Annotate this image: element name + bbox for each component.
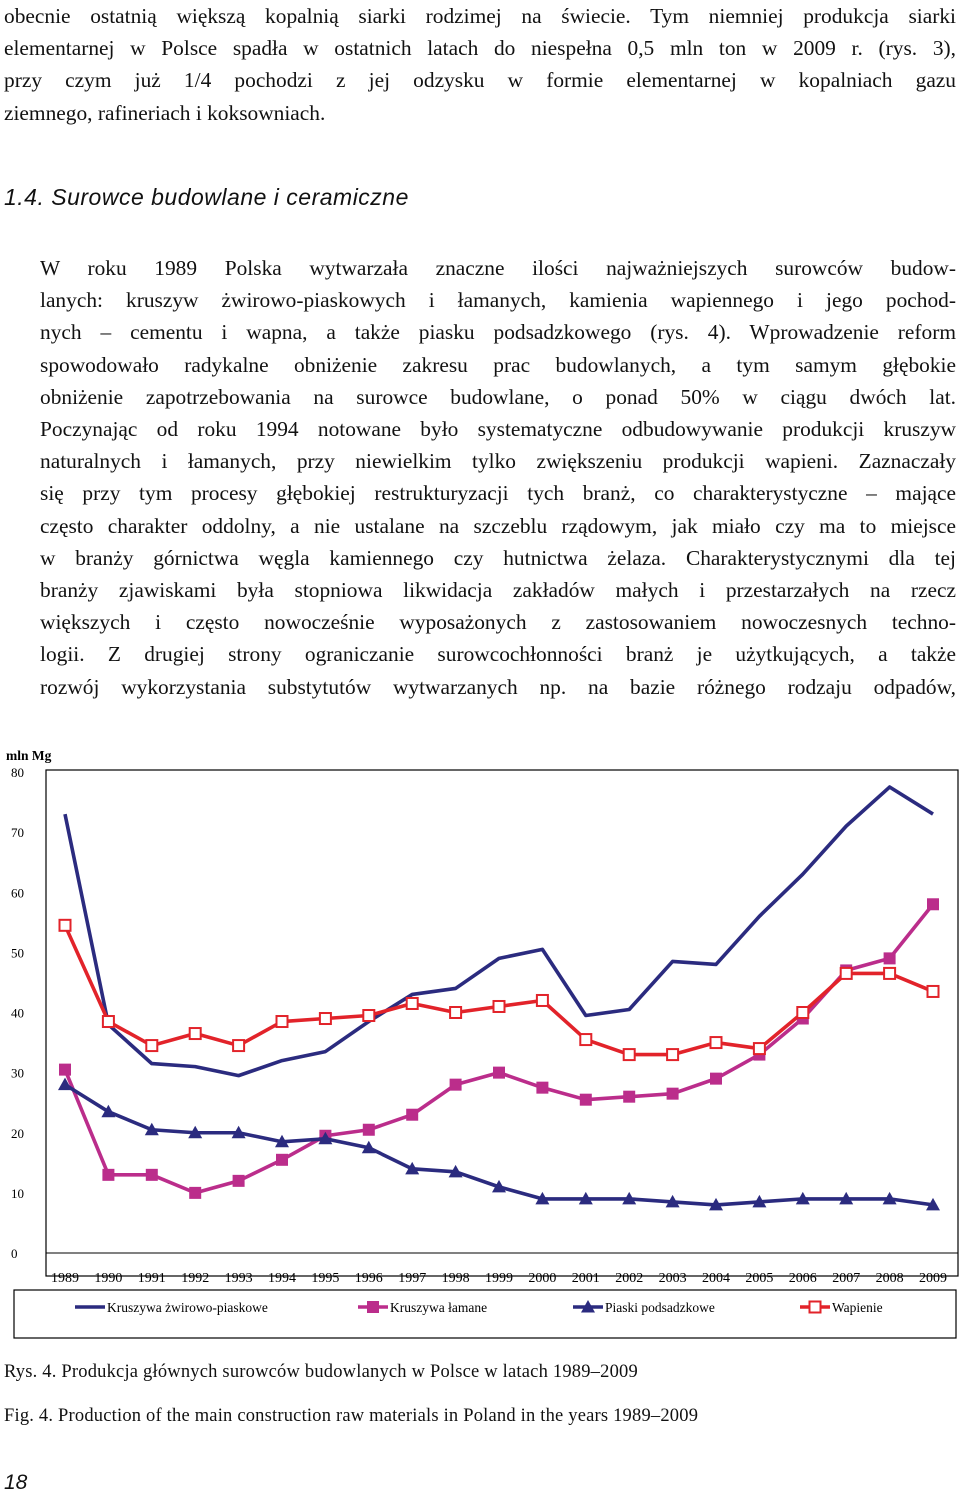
- body-paragraph-line: W roku 1989 Polska wytwarzała znaczne ilości najważniejszych surowców budow-: [40, 256, 956, 280]
- data-point: [928, 986, 939, 997]
- x-tick-label: 2007: [832, 1271, 861, 1286]
- body-paragraph-line: Poczynając od roku 1994 notowane było systematyczne odbudowywanie produkcji kruszyw: [40, 417, 956, 442]
- top-paragraph: [4, 0, 956, 129]
- data-point: [277, 1016, 288, 1027]
- data-point: [884, 968, 895, 979]
- x-tick-label: 2003: [658, 1271, 687, 1286]
- body-paragraph-line: spowodowało radykalne obniżenie zakresu prac budowlanych, a tym samym głębokie: [40, 352, 956, 377]
- x-tick-label: 2009: [919, 1271, 947, 1286]
- data-point: [233, 1175, 245, 1187]
- data-point: [493, 1067, 505, 1079]
- legend-label: Kruszywa łamane: [390, 1300, 488, 1315]
- data-point: [407, 998, 418, 1009]
- section-title: Surowce budowlane i ceramiczne: [51, 184, 409, 210]
- series-line: [65, 904, 933, 1193]
- data-point: [103, 1016, 114, 1027]
- legend-item: [800, 1300, 883, 1315]
- data-point: [580, 1094, 592, 1106]
- y-tick-label: 0: [11, 1246, 18, 1261]
- body-paragraph: [4, 252, 956, 703]
- top-paragraph-line: obecnie ostatnią większą kopalnią siarki rodzimej na świecie. Tym niemniej produkcja siarki: [4, 4, 956, 28]
- data-point: [60, 920, 71, 931]
- series-4: [60, 920, 939, 1060]
- data-point: [710, 1073, 722, 1085]
- x-tick-label: 1994: [268, 1271, 296, 1286]
- x-tick-label: 1993: [224, 1271, 253, 1286]
- y-tick-label: 20: [11, 1125, 24, 1141]
- page-number: 18: [4, 1471, 28, 1494]
- data-point: [494, 1001, 505, 1012]
- series-group: [58, 787, 940, 1210]
- data-point: [363, 1124, 375, 1136]
- x-tick-label: 1999: [485, 1271, 513, 1286]
- data-point: [537, 995, 548, 1006]
- x-tick-label: 1991: [137, 1271, 166, 1286]
- x-tick-label: 2005: [745, 1271, 774, 1286]
- x-tick-label: 1990: [94, 1271, 123, 1286]
- data-point: [450, 1007, 461, 1018]
- data-point: [754, 1043, 765, 1054]
- data-point: [711, 1037, 722, 1048]
- top-paragraph-line: ziemnego, rafineriach i koksowniach.: [4, 100, 326, 125]
- data-point: [450, 1079, 462, 1091]
- production-chart: [0, 736, 960, 1344]
- y-tick-label: 50: [11, 945, 24, 961]
- x-tick-labels: [51, 1271, 947, 1286]
- data-point: [884, 952, 896, 964]
- y-tick-label: 40: [11, 1005, 24, 1021]
- x-tick-label: 2008: [875, 1271, 904, 1286]
- y-tick-label: 60: [11, 885, 24, 901]
- x-tick-label: 1998: [441, 1271, 470, 1286]
- data-point: [146, 1040, 157, 1051]
- x-tick-label: 2004: [702, 1271, 730, 1286]
- y-tick-label: 30: [11, 1065, 24, 1081]
- data-point: [927, 898, 939, 910]
- legend-label: Piaski podsadzkowe: [605, 1300, 715, 1315]
- section-number: 1.4.: [4, 184, 45, 210]
- body-paragraph-line: logii. Z drugiej strony ograniczanie surowcochłonności branż je użytkujących, a także: [40, 642, 956, 667]
- data-point: [59, 1064, 71, 1076]
- series-2: [59, 898, 939, 1199]
- body-paragraph-line: lanych: kruszyw żwirowo-piaskowych i łamanych, kamienia wapiennego i jego pochod-: [40, 288, 956, 313]
- x-tick-label: 1997: [398, 1271, 427, 1286]
- data-point: [406, 1109, 418, 1121]
- data-point: [190, 1028, 201, 1039]
- body-paragraph-line: w branży górnictwa węgla kamiennego czy hutnictwa żelaza. Charakterystycznymi dla tej: [40, 545, 956, 570]
- body-paragraph-line: większych i często nowocześnie wyposażonych z zastosowaniem nowoczesnych techno-: [40, 610, 956, 635]
- x-tick-label: 2002: [615, 1271, 644, 1286]
- x-tick-label: 1992: [181, 1271, 210, 1286]
- data-point: [276, 1154, 288, 1166]
- data-point: [320, 1013, 331, 1024]
- body-paragraph-line: często charakter oddolny, a nie ustalane na szczeblu rządowym, jak miało czy ma to miejsce: [40, 513, 956, 538]
- body-paragraph-line: branży zjawiskami była stopniowa likwidacja zakładów małych i przestarzałych na rzecz: [40, 578, 956, 603]
- figure-caption-pl: Rys. 4. Produkcja głównych surowców budowlanych w Polsce w latach 1989–2009: [4, 1362, 638, 1382]
- data-point: [102, 1169, 114, 1181]
- data-point: [233, 1040, 244, 1051]
- data-point: [624, 1049, 635, 1060]
- section-heading: [4, 184, 409, 211]
- legend-marker: [367, 1301, 379, 1313]
- legend-item: [75, 1300, 268, 1315]
- x-tick-label: 1995: [311, 1271, 340, 1286]
- legend-label: Wapienie: [832, 1300, 883, 1315]
- x-tick-label: 2000: [528, 1271, 557, 1286]
- y-tick-label: 10: [11, 1185, 24, 1201]
- top-paragraph-line: elementarnej w Polsce spadła w ostatnich latach do niespełna 0,5 mln ton w 2009 r. (rys. 3),: [4, 36, 956, 61]
- legend-item: [573, 1300, 715, 1315]
- body-paragraph-line: naturalnych i łamanych, przy niewielkim tylko zwiększeniu produkcji wapieni. Zaznaczały: [40, 449, 956, 474]
- body-paragraph-line: obniżenie zapotrzebowania na surowce budowlane, o ponad 50% w ciągu dwóch lat.: [40, 384, 956, 409]
- data-point: [841, 968, 852, 979]
- body-paragraph-line: się przy tym procesy głębokiej restrukturyzacji tych branż, co charakterystyczne – mające: [40, 481, 956, 506]
- legend-label: Kruszywa żwirowo-piaskowe: [107, 1300, 268, 1315]
- data-point: [580, 1034, 591, 1045]
- y-tick-label: 80: [11, 765, 24, 780]
- x-tick-label: 1989: [51, 1271, 79, 1286]
- legend: [75, 1300, 883, 1315]
- legend-item: [358, 1300, 487, 1315]
- x-tick-label: 2001: [571, 1271, 600, 1286]
- x-tick-label: 1996: [354, 1271, 383, 1286]
- body-paragraph-line: rozwój wykorzystania substytutów wytwarzanych np. na bazie różnego rodzaju odpadów,: [40, 674, 956, 699]
- y-tick-labels: [11, 765, 24, 1261]
- y-axis-label: mln Mg: [6, 748, 52, 763]
- y-tick-label: 70: [11, 825, 24, 841]
- data-point: [189, 1187, 201, 1199]
- data-point: [667, 1088, 679, 1100]
- x-tick-label: 2006: [788, 1271, 817, 1286]
- data-point: [363, 1010, 374, 1021]
- figure-caption-en: Fig. 4. Production of the main construction raw materials in Poland in the years 1989–2009: [4, 1406, 699, 1426]
- data-point: [623, 1091, 635, 1103]
- top-paragraph-line: przy czym już 1/4 pochodzi z jej odzysku w formie elementarnej w kopalniach gazu: [4, 68, 956, 93]
- data-point: [146, 1169, 158, 1181]
- body-paragraph-line: nych – cementu i wapna, a także piasku podsadzkowego (rys. 4). Wprowadzenie reform: [40, 320, 956, 345]
- data-point: [797, 1007, 808, 1018]
- legend-marker: [810, 1302, 821, 1313]
- data-point: [536, 1082, 548, 1094]
- data-point: [667, 1049, 678, 1060]
